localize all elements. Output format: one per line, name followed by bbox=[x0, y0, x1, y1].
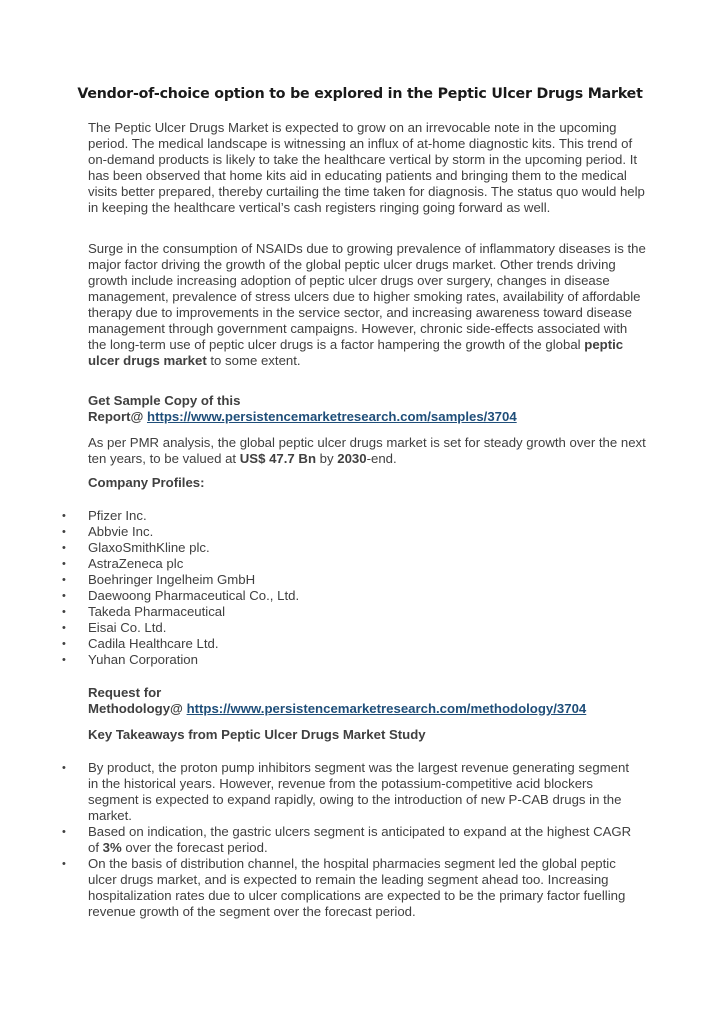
methodology-label-line1: Request for bbox=[88, 685, 162, 700]
company-name: Boehringer Ingelheim GmbH bbox=[88, 572, 256, 587]
company-list-item bbox=[62, 588, 633, 604]
document-title: Vendor-of-choice option to be explored in the Peptic Ulcer Drugs Market bbox=[77, 86, 643, 102]
analysis-text-end: -end. bbox=[366, 451, 397, 466]
company-list-item bbox=[62, 636, 633, 652]
company-list bbox=[62, 508, 633, 668]
bullet-icon: • bbox=[62, 762, 66, 774]
company-name: Cadila Healthcare Ltd. bbox=[88, 636, 219, 651]
company-list-item bbox=[62, 540, 633, 556]
methodology-request bbox=[88, 685, 648, 717]
takeaway-text bbox=[88, 760, 633, 824]
analysis-paragraph bbox=[88, 435, 648, 467]
sample-link[interactable]: https://www.persistencemarketresearch.com/samples/3704 bbox=[147, 409, 517, 424]
analysis-text: As per PMR analysis, the global peptic ulcer drugs market is set for steady growth over the next ten years, to be valued at bbox=[88, 435, 646, 466]
takeaway-list-item bbox=[62, 760, 633, 824]
drivers-text: Surge in the consumption of NSAIDs due to growing prevalence of inflammatory diseases is the major factor driving the growth of the global peptic ulcer drugs market. Other trends driving growth include increasing adoption of peptic ulcer drugs over surgery, changes in disease management, prevalence of stress ulcers due to higher smoking rates, availability of affordable therapy due to improvements in the service sector, and increasing awareness toward disease management through government campaigns. However, chronic side-effects associated with the long-term use of peptic ulcer drugs is a factor hampering the growth of the global bbox=[88, 241, 646, 352]
company-list-item bbox=[62, 620, 633, 636]
bullet-icon: • bbox=[62, 622, 66, 634]
takeaway-bold-value: 3% bbox=[102, 840, 122, 855]
bullet-icon: • bbox=[62, 542, 66, 554]
takeaway-text bbox=[88, 824, 633, 856]
company-name: Pfizer Inc. bbox=[88, 508, 147, 523]
key-takeaways-heading: Key Takeaways from Peptic Ulcer Drugs Market Study bbox=[88, 727, 426, 742]
company-name: Yuhan Corporation bbox=[88, 652, 198, 667]
takeaway-list bbox=[62, 760, 633, 920]
takeaway-list-item bbox=[62, 824, 633, 856]
company-name: AstraZeneca plc bbox=[88, 556, 184, 571]
methodology-link[interactable]: https://www.persistencemarketresearch.com/methodology/3704 bbox=[186, 701, 587, 716]
company-list-item bbox=[62, 524, 633, 540]
bullet-icon: • bbox=[62, 558, 66, 570]
bullet-icon: • bbox=[62, 590, 66, 602]
drivers-paragraph bbox=[88, 241, 648, 369]
company-name: Takeda Pharmaceutical bbox=[88, 604, 226, 619]
takeaway-list-item bbox=[62, 856, 633, 920]
bullet-icon: • bbox=[62, 526, 66, 538]
company-list-item bbox=[62, 604, 633, 620]
company-profiles-heading: Company Profiles: bbox=[88, 475, 205, 490]
company-name: Abbvie Inc. bbox=[88, 524, 154, 539]
target-year: 2030 bbox=[337, 451, 367, 466]
bullet-icon: • bbox=[62, 858, 66, 870]
company-list-item bbox=[62, 572, 633, 588]
company-name: Daewoong Pharmaceutical Co., Ltd. bbox=[88, 588, 300, 603]
bullet-icon: • bbox=[62, 638, 66, 650]
bullet-icon: • bbox=[62, 606, 66, 618]
drivers-text-end: to some extent. bbox=[206, 353, 301, 368]
sample-label-line1: Get Sample Copy of this bbox=[88, 393, 241, 408]
analysis-text-by: by bbox=[316, 451, 338, 466]
company-name: GlaxoSmithKline plc. bbox=[88, 540, 210, 555]
company-list-item bbox=[62, 556, 633, 572]
sample-request bbox=[88, 393, 648, 425]
takeaway-text bbox=[88, 856, 633, 920]
takeaway-text-start: By product, the proton pump inhibitors segment was the largest revenue generating segment in the historical years. However, revenue from the potassium-competitive acid blockers segment is expected to expand rapidly, owing to the introduction of new P-CAB drugs in the market. bbox=[88, 760, 630, 823]
bullet-icon: • bbox=[62, 826, 66, 838]
takeaway-text-start: On the basis of distribution channel, the hospital pharmacies segment led the global peptic ulcer drugs market, and is expected to remain the leading segment ahead too. Increasing hospitalization rates due to ulcer complications are expected to be the primary factor fuelling revenue growth of the segment over the forecast period. bbox=[88, 856, 626, 919]
takeaway-text-end: over the forecast period. bbox=[121, 840, 268, 855]
company-name: Eisai Co. Ltd. bbox=[88, 620, 167, 635]
methodology-label-line2: Methodology@ bbox=[88, 701, 187, 716]
company-list-item bbox=[62, 508, 633, 524]
intro-paragraph: The Peptic Ulcer Drugs Market is expected to grow on an irrevocable note in the upcoming period. The medical landscape is witnessing an influx of at-home diagnostic kits. This trend of on-demand products is likely to take the healthcare vertical by storm in the upcoming period. It has been observed that home kits aid in educating patients and bringing them to the medical visits better prepared, thereby curtailing the time taken for diagnosis. The status quo would help in keeping the healthcare vertical’s cash registers ringing going forward as well. bbox=[88, 120, 645, 215]
market-value: US$ 47.7 Bn bbox=[239, 451, 316, 466]
takeaway-text-start: Based on indication, the gastric ulcers segment is anticipated to expand at the highest CAGR of bbox=[88, 824, 632, 855]
bullet-icon: • bbox=[62, 654, 66, 666]
drivers-bold-phrase: peptic ulcer drugs market bbox=[88, 337, 624, 368]
sample-label-line2: Report@ bbox=[88, 409, 148, 424]
bullet-icon: • bbox=[62, 574, 66, 586]
bullet-icon: • bbox=[62, 510, 66, 522]
company-list-item bbox=[62, 652, 633, 668]
